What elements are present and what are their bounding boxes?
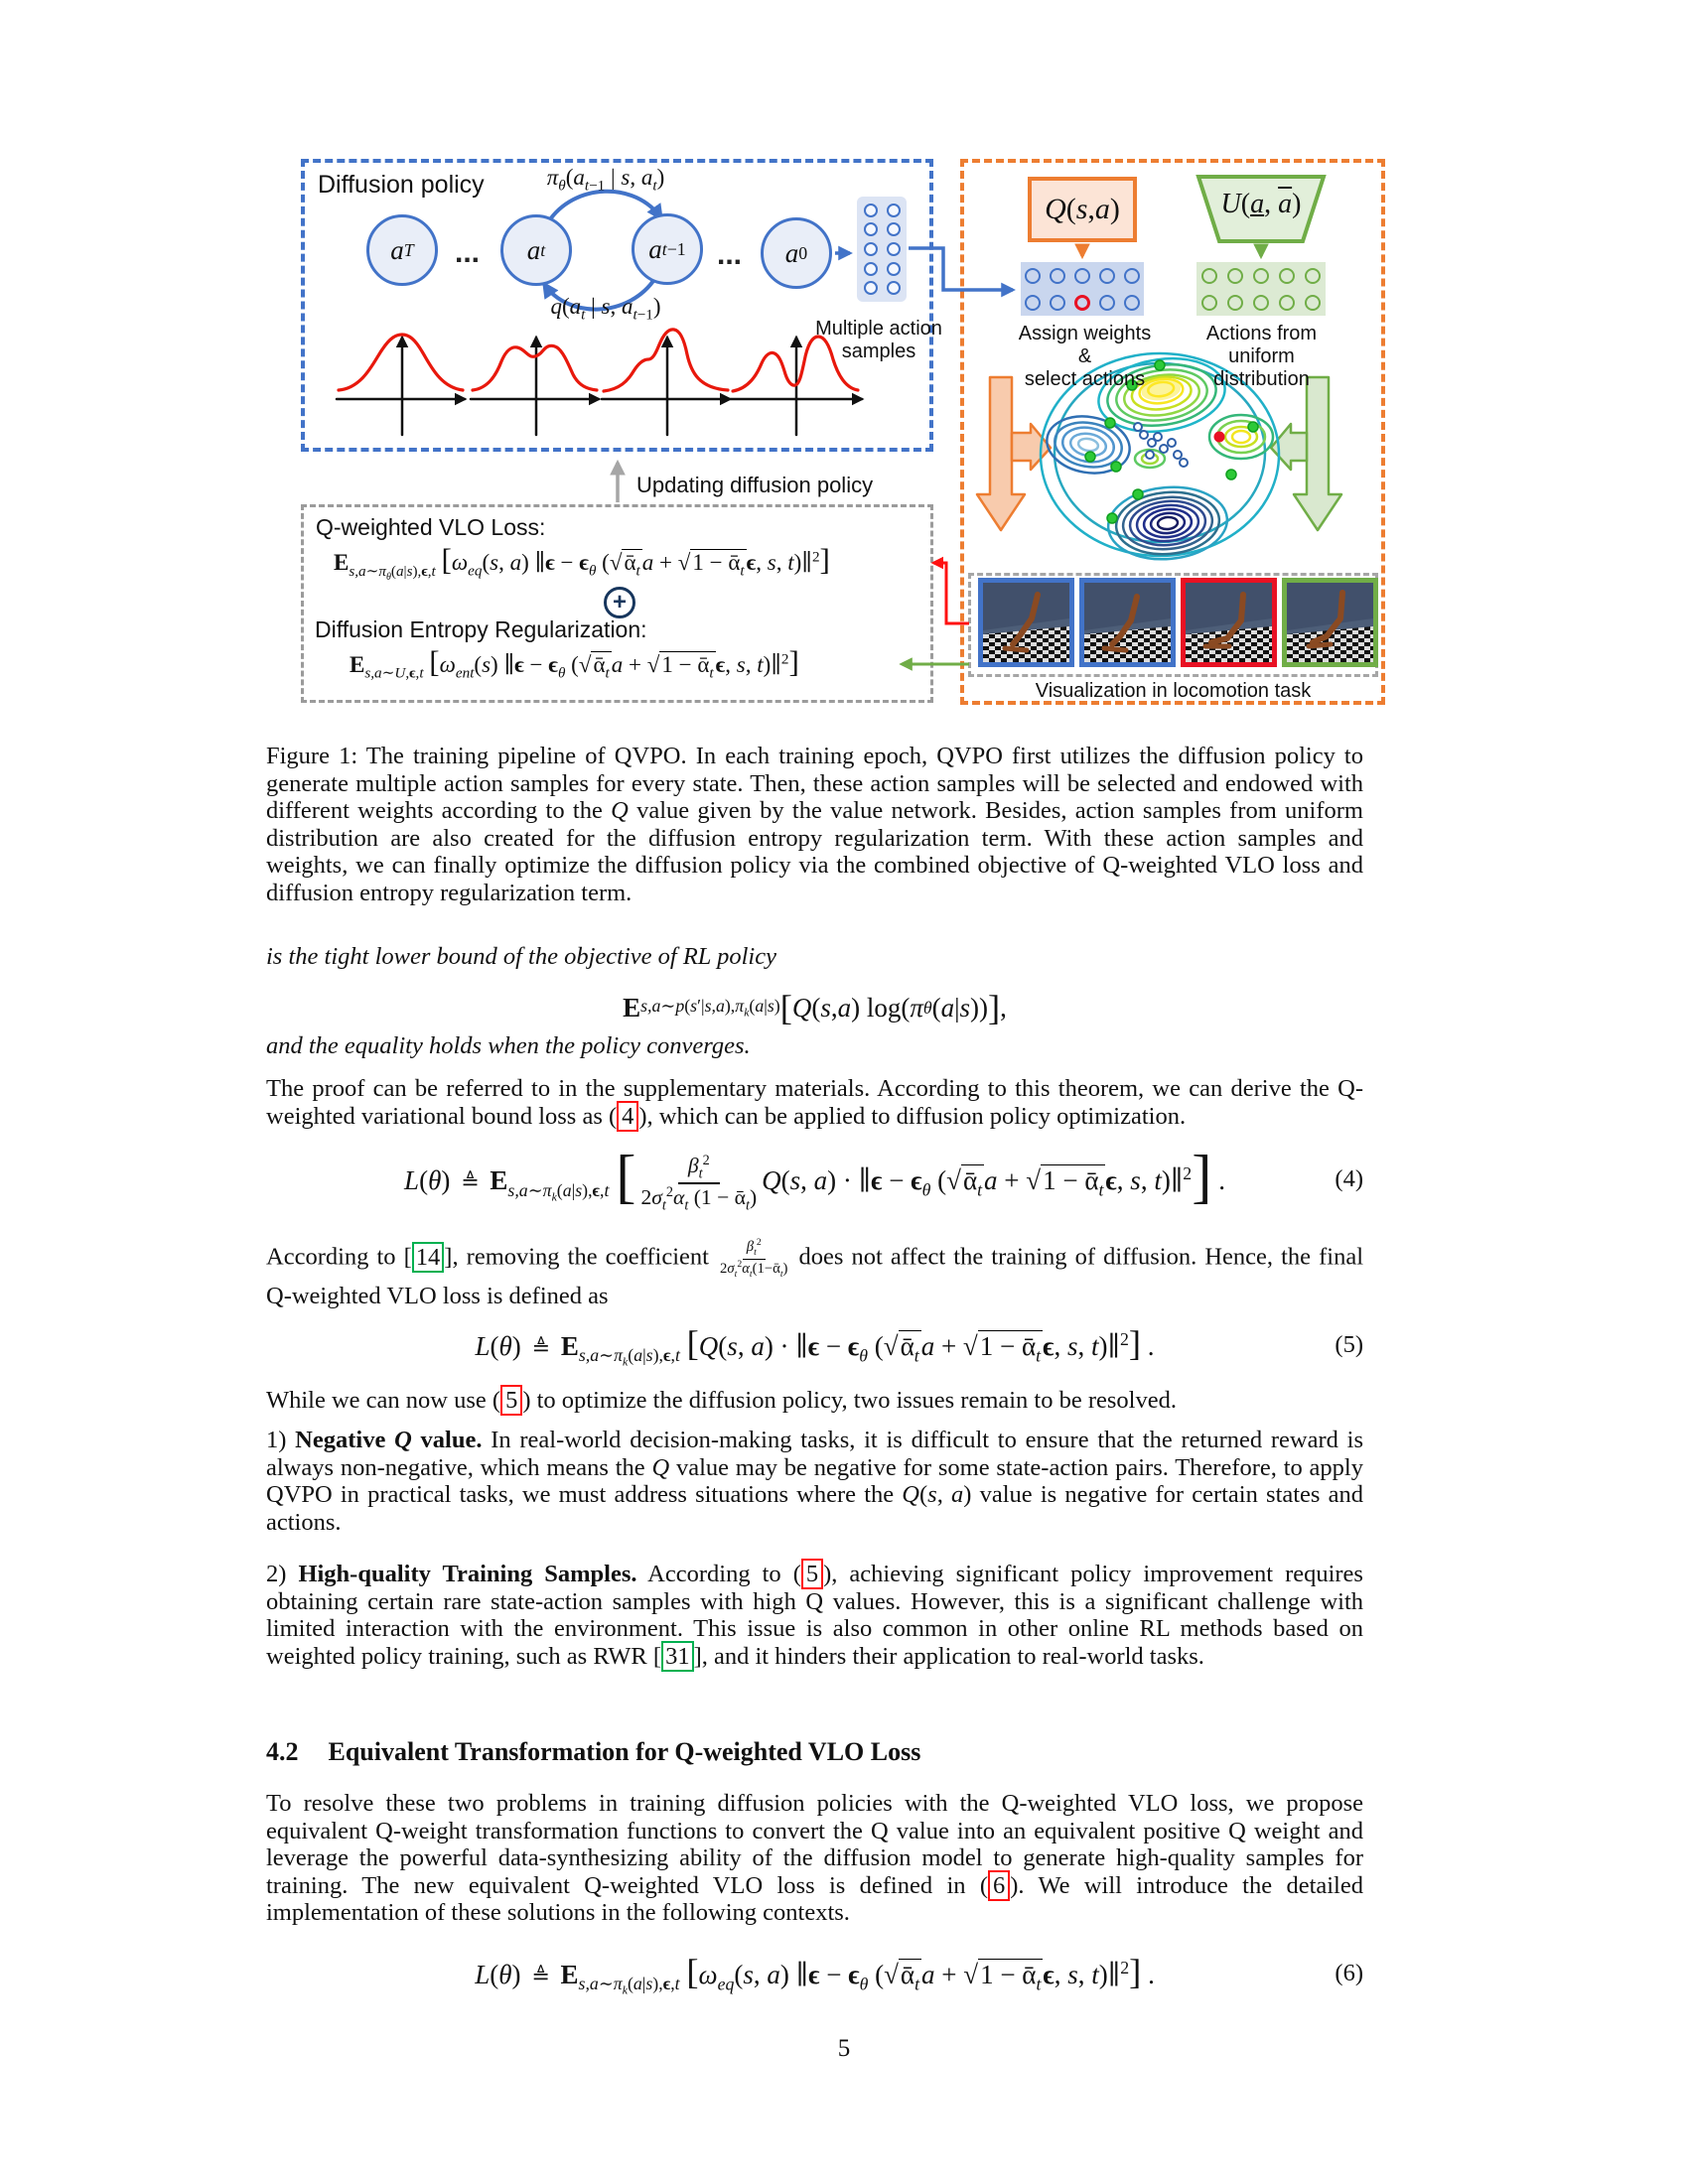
paragraph-high-quality-samples: 2) High-quality Training Samples. According to ( 5 ), achieving significant policy improvement requires obtaining certain rare state-action samples with high Q values. However, this is a significant challenge with limited interaction with the environment. This issue is also common in other online RL methods based on weighted policy training, such as RWR [ 31 ], and it hinders their application to real-world tasks. xyxy=(266,1561,1363,1670)
q-weighted-loss-formula: $E_{s,a\sim\pi_\theta(a|s),\epsilon,t}$ [$\omega_{eq}(s$, a) ∥ϵ − $\epsilon_\theta$ (√ᾱ$_t$a + √1 − ᾱ$_t$ϵ, s, t)∥$^2$] xyxy=(334,542,830,583)
equation-4: L(θ) ≜ $E_{s,a\sim\pi_k(a|s),\epsilon,t}$ [ $\frac{\beta_t^2}{2\sigma_t^2\alpha_t (1 - ᾱ_t)}$ Q(s, a) · ∥ϵ − $\epsilon_\theta$ (√ᾱ$_t$a + √1 − ᾱ$_t$ϵ, s, t)∥$^2$] . xyxy=(404,1144,1225,1214)
figure-overlay-graphics xyxy=(0,0,1688,735)
equation-4-row xyxy=(266,1132,1363,1226)
multiple-action-samples-label: Multiple action samples xyxy=(815,318,942,362)
paragraph-according: According to [ 14 ], removing the coefficient $\frac{\beta_t^2}{2\sigma_t^2\alpha_t(1-ᾱ_t)}$ does not affect the training of diffusion. Hence, the final Q-weighted VLO loss is defined as xyxy=(266,1237,1364,1309)
page-number: 5 xyxy=(837,2035,851,2062)
objective-equation: E $s,a\sim p(s'|s,a),\pi_k(a|s)$ [ Q ( s , a ) log( π θ ( a | s )) ] , xyxy=(623,988,1007,1027)
equation-6-row xyxy=(266,1949,1363,1998)
forward-arc-arrow xyxy=(548,192,661,222)
node-a-T: a T xyxy=(366,214,438,286)
section-number: 4.2 xyxy=(266,1737,299,1766)
node-a-t-minus-1: a t−1 xyxy=(632,213,703,285)
section-4-2-heading xyxy=(266,1737,1363,1767)
section-title: Equivalent Transformation for Q-weighted VLO Loss xyxy=(328,1737,921,1766)
paragraph-proof: The proof can be referred to in the supplementary materials. According to this theorem, we can derive the Q-weighted variational bound loss as ( 4 ), which can be applied to diffusion policy optimization. xyxy=(266,1075,1363,1130)
samples-to-assign-arrow xyxy=(909,248,1013,290)
uniform-actions-box xyxy=(1196,262,1326,316)
locomotion-frame-1 xyxy=(978,578,1074,667)
eq-ref-6[interactable]: 6 xyxy=(988,1870,1010,1901)
node-a-t: a t xyxy=(500,214,572,286)
paragraph-negative-q: 1) Negative Q value. In real-world decision-making tasks, it is difficult to ensure that the returned reward is always non-negative, which means the Q value may be negative for some state-action pairs. Therefore, to apply QVPO in practical tasks, we must address situations where the Q(s, a) value is negative for certain states and actions. xyxy=(266,1427,1364,1536)
multiple-action-samples-box xyxy=(857,197,907,302)
theorem-tail-text: and the equality holds when the policy converges. xyxy=(266,1032,751,1059)
green-flow-arrow xyxy=(1271,377,1341,530)
figure-1-caption: Figure 1: The training pipeline of QVPO. In each training epoch, QVPO first utilizes the diffusion policy to generate multiple action samples for every state. Then, these action samples will be selected and endowed with different weights according to the Q value given by the value network. Besides, action samples from uniform distribution are also created for the diffusion entropy regularization term. With these action samples and weights, we can finally optimize the diffusion policy via the combined objective of Q-weighted VLO loss and diffusion entropy regularization term. xyxy=(266,743,1363,906)
best-action-dot xyxy=(1214,432,1225,443)
q-value-network-box: Q ( s , a ) xyxy=(1028,177,1137,242)
node-a-0: a 0 xyxy=(761,217,832,289)
theorem-lead-text: is the tight lower bound of the objective of RL policy xyxy=(266,943,776,970)
updating-policy-label: Updating diffusion policy xyxy=(636,473,874,497)
entropy-regularization-title: Diffusion Entropy Regularization: xyxy=(315,616,647,642)
eq-ref-4[interactable]: 4 xyxy=(617,1101,638,1132)
ellipsis-right: ... xyxy=(717,238,743,271)
q-weighted-loss-title: Q-weighted VLO Loss: xyxy=(316,514,546,540)
paragraph-while: While we can now use ( 5 ) to optimize the diffusion policy, two issues remain to be resolved. xyxy=(266,1387,1177,1414)
plus-circle-icon: + xyxy=(604,587,635,618)
locomotion-frame-4 xyxy=(1282,578,1378,667)
locomotion-frame-2 xyxy=(1079,578,1176,667)
equation-6-number: (6) xyxy=(1335,1960,1363,1986)
selected-action-circle xyxy=(1074,295,1090,311)
ellipsis-left: ... xyxy=(455,236,481,269)
cite-ref-31[interactable]: 31 xyxy=(661,1641,694,1672)
visualization-label: Visualization in locomotion task xyxy=(1035,680,1312,702)
equation-5-row xyxy=(266,1322,1363,1368)
entropy-regularization-formula: $E_{s,a\sim U,\epsilon,t}$ [$\omega_{ent}(s)$ ∥ϵ − $\epsilon_\theta$ (√ᾱ$_t$a + √1 − ᾱ$_t$ϵ, s, t)∥$^2$] xyxy=(350,644,799,682)
equation-5-number: (5) xyxy=(1335,1331,1363,1358)
pi-theta-formula: $\pi_\theta(a_{t-1}$ | s, $a_t$) xyxy=(546,165,665,195)
q-forward-formula: $q(a_t$ | s, $a_{t-1}$) xyxy=(550,294,661,324)
assign-weights-label: Assign weights & select actions xyxy=(1018,323,1152,390)
distribution-plots xyxy=(337,330,862,435)
paragraph-transform: To resolve these two problems in training diffusion policies with the Q-weighted VLO loss, we propose equivalent Q-weight transformation functions to convert the Q value into an equivalent positive Q weight and leverage the powerful data-synthesizing ability of the diffusion model to generate high-quality samples for training. The new equivalent Q-weighted VLO loss is defined in ( 6 ). We will introduce the detailed implementation of these solutions in the following contexts. xyxy=(266,1790,1363,1927)
actions-from-uniform-label: Actions from uniform distribution xyxy=(1205,323,1318,390)
locomotion-frame-3-selected xyxy=(1181,578,1277,667)
eq-ref-5[interactable]: 5 xyxy=(500,1385,522,1416)
cite-ref-14[interactable]: 14 xyxy=(412,1242,445,1273)
equation-6: L(θ) ≜ $E_{s,a\sim\pi_k(a|s),\epsilon,t}$ [$\omega_{eq}(s$, a) ∥ϵ − $\epsilon_\theta$ (√ᾱ$_t$a + √1 − ᾱ$_t$ϵ, s, t)∥$^2$] . xyxy=(475,1951,1155,1997)
equation-5: L(θ) ≜ $E_{s,a\sim\pi_k(a|s),\epsilon,t}$ [Q(s, a) · ∥ϵ − $\epsilon_\theta$ (√ᾱ$_t$a + √1 − ᾱ$_t$ϵ, s, t)∥$^2$] . xyxy=(475,1322,1155,1369)
red-feedback-arrow xyxy=(933,563,969,623)
uniform-distribution-symbol: U(a, $\overline{a}$) xyxy=(1220,189,1302,219)
eq-ref-5b[interactable]: 5 xyxy=(801,1559,823,1589)
weighted-actions-box xyxy=(1021,262,1144,316)
diffusion-policy-title: Diffusion policy xyxy=(318,171,485,199)
equation-4-number: (4) xyxy=(1335,1164,1363,1192)
